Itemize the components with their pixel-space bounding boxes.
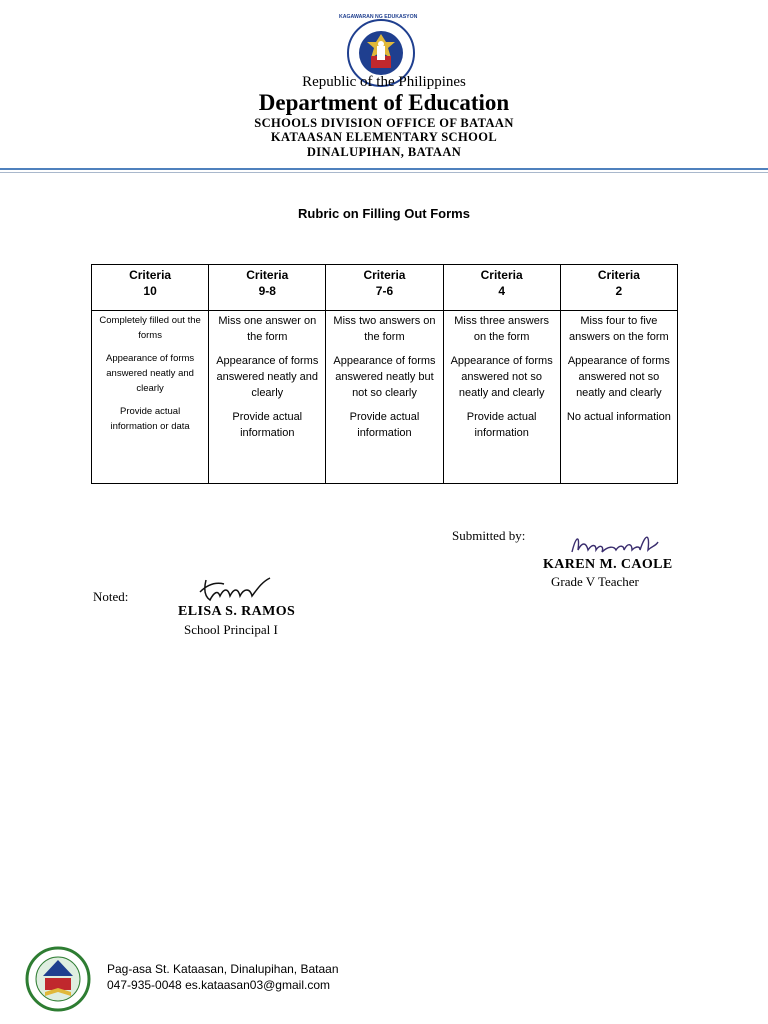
criteria-item: Appearance of forms answered neatly but not so clearly: [333, 355, 436, 399]
document-title: Rubric on Filling Out Forms: [298, 206, 470, 221]
criteria-label: Criteria: [129, 268, 172, 282]
criteria-item: Miss four to five answers on the form: [569, 315, 669, 343]
noted-label: Noted:: [93, 589, 129, 604]
teacher-name: KAREN M. CAOLE: [543, 557, 673, 572]
rubric-body-row: [92, 311, 678, 484]
header-divider-shadow: [0, 172, 768, 173]
criteria-item: Provide actual information: [349, 411, 420, 439]
criteria-label: Criteria: [597, 268, 640, 282]
submitted-by-label: Submitted by:: [452, 528, 526, 543]
criteria-label: Criteria: [246, 268, 289, 282]
principal-name: ELISA S. RAMOS: [178, 604, 296, 619]
rubric-header-cell: [443, 265, 560, 311]
rubric-header-row: [92, 265, 678, 311]
criteria-score: 7-6: [375, 284, 394, 298]
department-heading: Department of Education: [258, 90, 510, 115]
criteria-score: 4: [498, 284, 505, 298]
rubric-header-cell: [326, 265, 443, 311]
rubric-cell: [560, 311, 677, 484]
criteria-item: Provide actual information or data: [110, 406, 190, 432]
criteria-item: Miss two answers on the form: [333, 315, 436, 343]
footer-address: Pag-asa St. Kataasan, Dinalupihan, Bataan: [107, 962, 339, 976]
criteria-item: Appearance of forms answered neatly and clearly: [216, 355, 319, 399]
rubric-table: [91, 264, 678, 484]
principal-signature: [196, 574, 274, 606]
seal-text-top: KAGAWARAN NG EDUKASYON: [339, 14, 418, 20]
footer-contact: 047-935-0048 es.kataasan03@gmail.com: [107, 978, 330, 992]
rubric-header-cell: [209, 265, 326, 311]
criteria-item: Provide actual information: [232, 411, 303, 439]
criteria-label: Criteria: [480, 268, 523, 282]
criteria-score: 10: [143, 284, 157, 298]
teacher-title: Grade V Teacher: [551, 574, 639, 589]
rubric-header-cell: [560, 265, 677, 311]
criteria-item: No actual information: [566, 411, 671, 423]
principal-title: School Principal I: [184, 622, 278, 637]
rubric-cell: [326, 311, 443, 484]
republic-heading: Republic of the Philippines: [302, 74, 466, 90]
rubric-cell: [443, 311, 560, 484]
criteria-score: 2: [615, 284, 623, 298]
division-heading: SCHOOLS DIVISION OFFICE OF BATAAN: [254, 116, 514, 130]
criteria-item: Miss one answer on the form: [218, 315, 317, 343]
criteria-label: Criteria: [363, 268, 406, 282]
rubric-cell: [92, 311, 209, 484]
criteria-item: Miss three answers on the form: [454, 315, 550, 343]
criteria-item: Appearance of forms answered not so neatly and clearly: [567, 355, 670, 399]
criteria-item: Appearance of forms answered neatly and clearly: [106, 353, 195, 394]
rubric-header-cell: [92, 265, 209, 311]
criteria-score: 9-8: [258, 284, 276, 298]
location-heading: DINALUPIHAN, BATAAN: [306, 145, 462, 159]
rubric-cell: [209, 311, 326, 484]
school-heading: KATAASAN ELEMENTARY SCHOOL: [270, 130, 498, 144]
school-seal-logo: [25, 946, 91, 1012]
criteria-item: Provide actual information: [466, 411, 537, 439]
header-divider: [0, 168, 768, 170]
criteria-item: Completely filled out the forms: [99, 315, 201, 341]
criteria-item: Appearance of forms answered not so neatly and clearly: [450, 355, 553, 399]
